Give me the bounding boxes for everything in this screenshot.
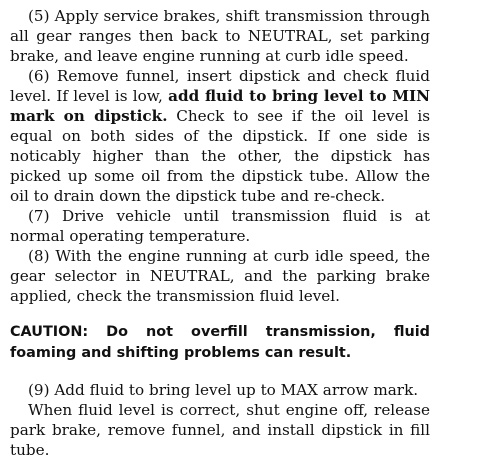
step-6-text-b: Check to see if the oil level is equal on both sides of the dipstick. If one side is noticably higher than the other, the dipstick has picked up some oil from the dipstick tube. Allow the oil to drain down the dipstick tube and re-check. xyxy=(10,107,430,205)
step-9-continuation: When fluid level is correct, shut engine off, release park brake, remove funnel, and install dipstick in fill tube. xyxy=(10,401,430,459)
step-9: (9) Add fluid to bring level up to MAX arrow mark. xyxy=(28,381,419,399)
step-7: (7) Drive vehicle until transmission fluid is at normal operating temperature. xyxy=(10,207,430,245)
step-8: (8) With the engine running at curb idle speed, the gear selector in NEUTRAL, and the parking brake applied, check the transmission fluid level. xyxy=(10,247,430,305)
step-6-bold-instruction: add fluid to bring level to MIN mark on dipstick. xyxy=(10,87,431,125)
step-6-text-a: (6) Remove funnel, insert dipstick and check fluid level. If level is low, xyxy=(10,67,430,105)
manual-page xyxy=(10,6,430,460)
caution-note: CAUTION: Do not overfill transmission, fluid foaming and shifting problems can result. xyxy=(10,324,430,361)
spacer xyxy=(10,364,430,380)
step-5: (5) Apply service brakes, shift transmission through all gear ranges then back to NEUTRAL, set parking brake, and leave engine running at curb idle speed. xyxy=(10,7,430,65)
step-6 xyxy=(10,66,430,206)
